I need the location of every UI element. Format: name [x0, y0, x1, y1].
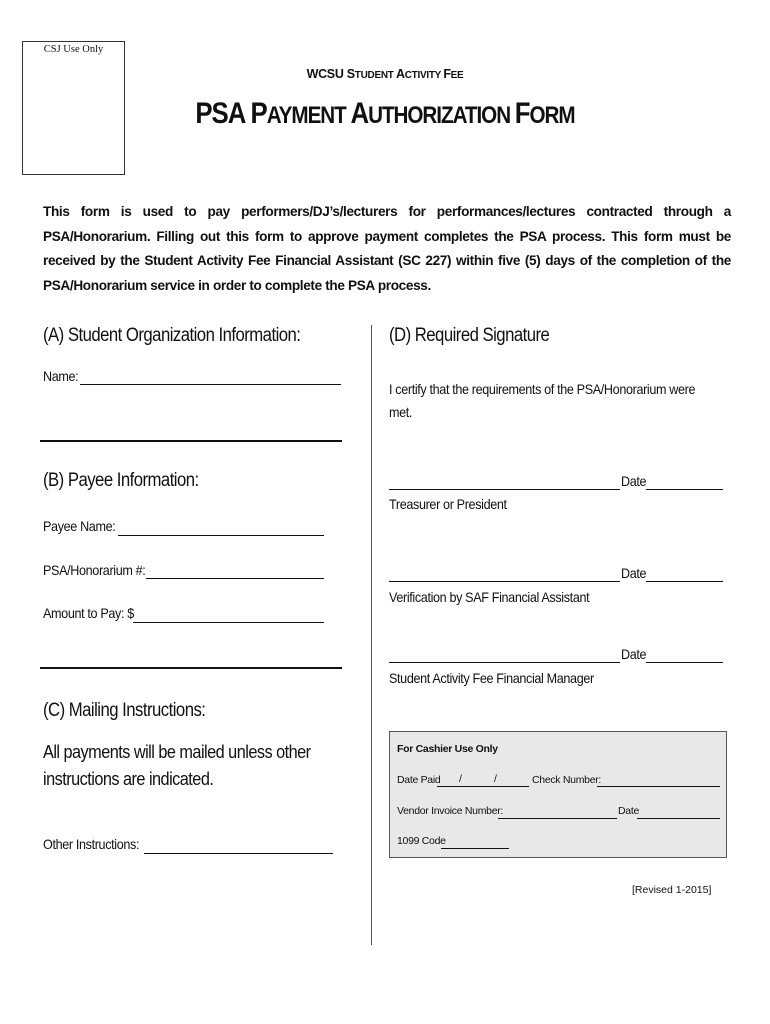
signature-caption-financial-manager: Student Activity Fee Financial Manager: [389, 670, 594, 686]
date-field-financial-manager[interactable]: [646, 662, 723, 663]
code-1099-label: 1099 Code: [397, 835, 446, 847]
vendor-invoice-label: Vendor Invoice Number:: [397, 805, 504, 817]
form-subtitle: WCSU STUDENT ACTIVITY FEE: [306, 67, 464, 81]
cashier-box-title: For Cashier Use Only: [397, 743, 498, 755]
intro-paragraph: This form is used to pay performers/DJ’s/lecturers for performances/lectures contracted through a PSA/Honorarium. Filling out this form to approve payment completes the PSA process. This form must be received by the Student Activity Fee Financial Assistant (SC 227) within five (5) days of the completion of the PSA/Honorarium service in order to complete the PSA process.: [43, 204, 731, 293]
date-slash: /: [494, 773, 497, 785]
other-instructions-label: Other Instructions:: [43, 836, 140, 852]
signature-caption-treasurer: Treasurer or President: [389, 496, 507, 512]
org-name-field-line2[interactable]: [40, 440, 342, 442]
section-a-heading: (A) Student Organization Information:: [43, 325, 301, 346]
section-d-heading: (D) Required Signature: [389, 325, 550, 346]
signature-field-saf-assistant[interactable]: [389, 581, 620, 582]
signature-caption-saf-assistant: Verification by SAF Financial Assistant: [389, 589, 590, 605]
signature-field-treasurer[interactable]: [389, 489, 620, 490]
payee-name-field[interactable]: [118, 535, 324, 536]
certify-line1: I certify that the requirements of the PSA/Honorarium were: [389, 381, 696, 397]
form-title: PSA PAYMENT AUTHORIZATION FORM: [195, 97, 575, 130]
psa-number-label: PSA/Honorarium #:: [43, 562, 146, 578]
org-name-label: Name:: [43, 368, 79, 384]
org-name-field[interactable]: [80, 384, 341, 385]
cashier-date-label: Date: [618, 805, 639, 817]
column-divider: [371, 325, 372, 945]
mailing-note-line1: All payments will be mailed unless other: [43, 741, 311, 762]
mailing-note-line2: instructions are indicated.: [43, 768, 214, 789]
signature-field-financial-manager[interactable]: [389, 662, 620, 663]
code-1099-field[interactable]: [441, 848, 509, 849]
check-number-field[interactable]: [597, 786, 720, 787]
date-paid-field[interactable]: [437, 786, 529, 787]
amount-label: Amount to Pay: $: [43, 605, 134, 621]
date-label: Date: [621, 646, 647, 662]
psa-number-field[interactable]: [146, 578, 324, 579]
revision-note: [Revised 1-2015]: [632, 884, 712, 896]
section-c-heading: (C) Mailing Instructions:: [43, 700, 206, 721]
date-label: Date: [621, 473, 647, 489]
check-number-label: Check Number:: [532, 774, 602, 786]
other-instructions-field[interactable]: [144, 853, 333, 854]
date-paid-label: Date Paid: [397, 774, 441, 786]
csj-use-only-label: CSJ Use Only: [43, 44, 104, 55]
cashier-date-field[interactable]: [637, 818, 720, 819]
section-b-separator: [40, 667, 342, 669]
amount-field[interactable]: [133, 622, 324, 623]
date-slash: /: [459, 773, 462, 785]
certify-line2: met.: [389, 404, 413, 420]
vendor-invoice-field[interactable]: [498, 818, 617, 819]
date-field-treasurer[interactable]: [646, 489, 723, 490]
date-field-saf-assistant[interactable]: [646, 581, 723, 582]
payee-name-label: Payee Name:: [43, 518, 116, 534]
date-label: Date: [621, 565, 647, 581]
section-b-heading: (B) Payee Information:: [43, 470, 199, 491]
